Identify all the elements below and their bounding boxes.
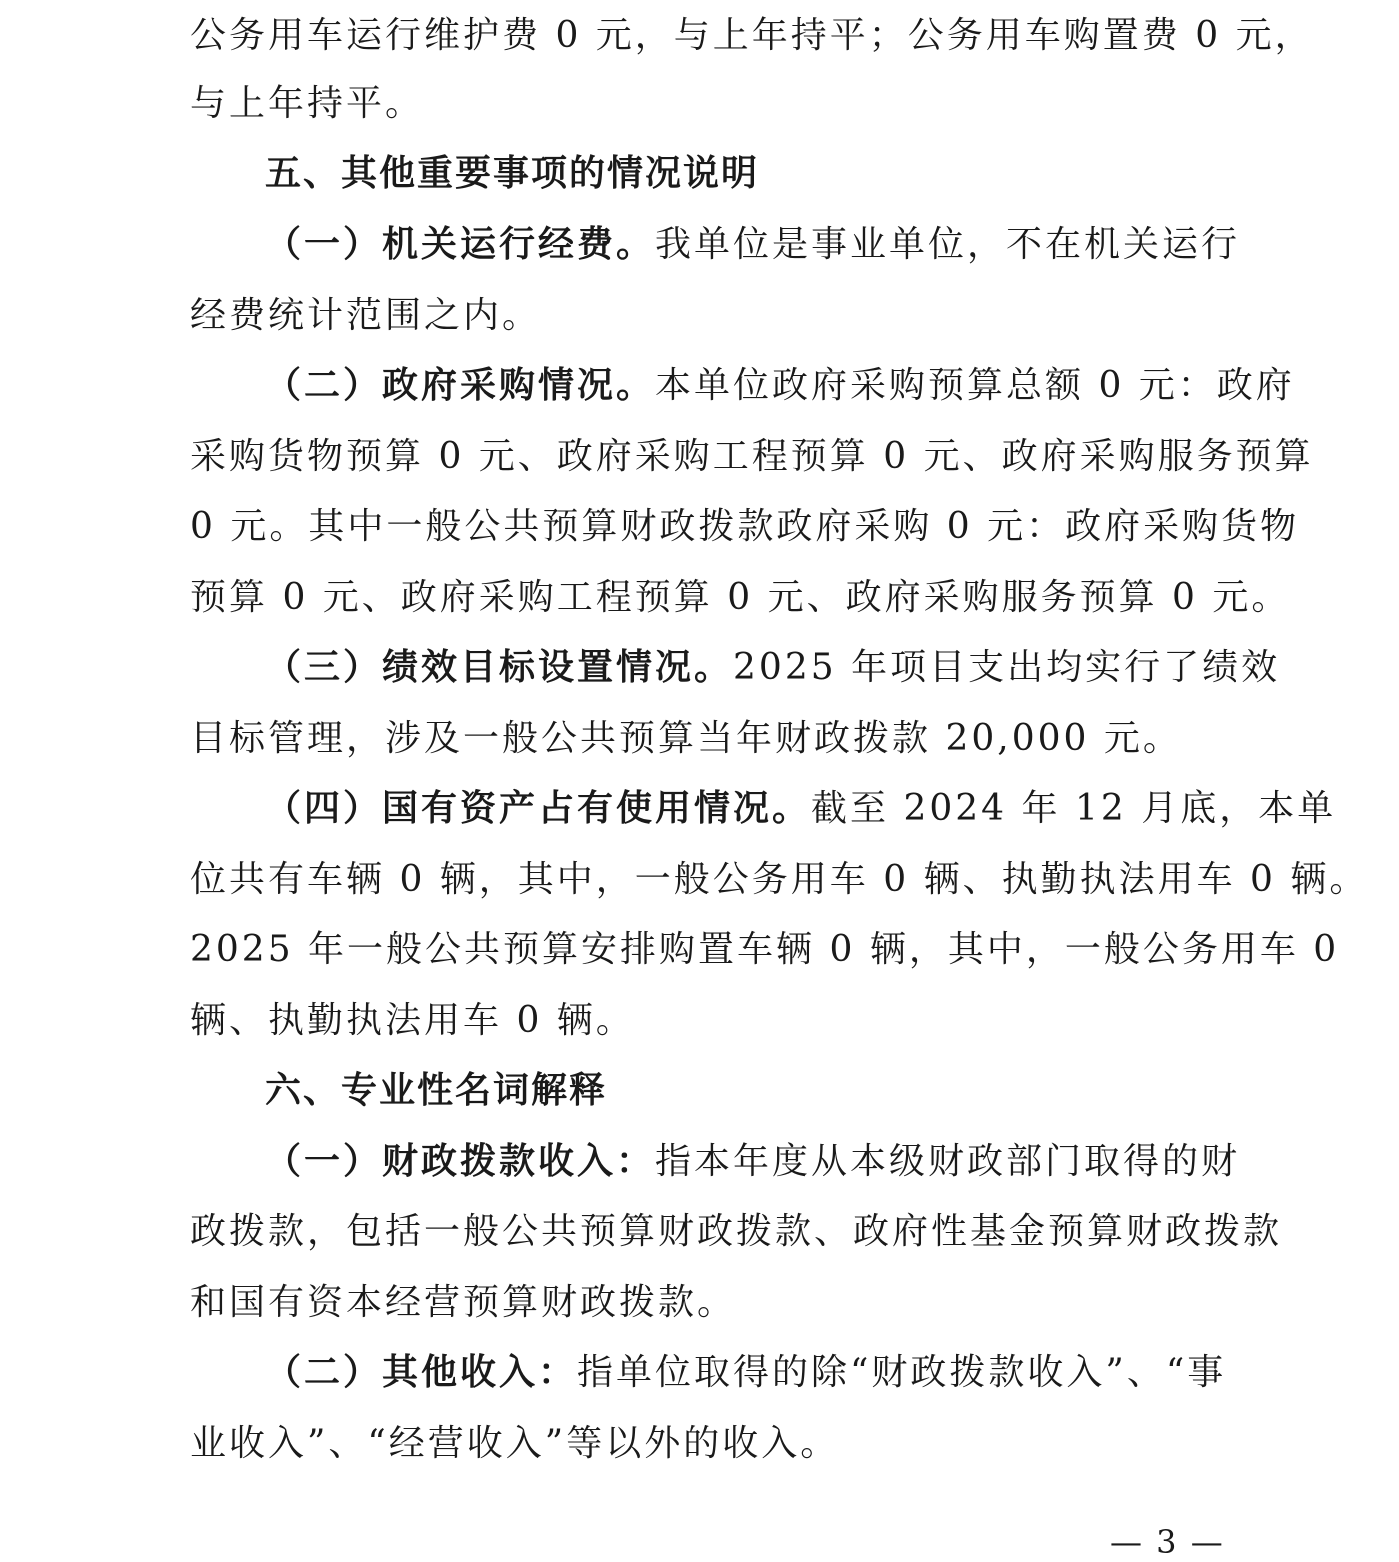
- paragraph-line: 和国有资本经营预算财政拨款。: [190, 1282, 737, 1323]
- item-lead: （四）国有资产占有使用情况。: [265, 788, 812, 829]
- paragraph-line: [265, 1138, 1240, 1186]
- paragraph-line: 采购货物预算 0 元、政府采购工程预算 0 元、政府采购服务预算: [190, 436, 1314, 477]
- item-text: 指本年度从本级财政部门取得的财: [655, 1141, 1241, 1182]
- section-heading: 五、其他重要事项的情况说明: [265, 153, 760, 194]
- item-text: 2025 年项目支出均实行了绩效: [733, 647, 1281, 688]
- paragraph-line: 公务用车运行维护费 0 元，与上年持平；公务用车购置费 0 元，: [190, 15, 1314, 56]
- paragraph-line: [265, 644, 1280, 692]
- paragraph-line: [265, 785, 1336, 833]
- item-lead: （一）财政拨款收入：: [265, 1141, 656, 1182]
- paragraph-line: 辆、执勤执法用车 0 辆。: [190, 1000, 635, 1041]
- item-text: 指单位取得的除“财政拨款收入”、“事: [577, 1352, 1227, 1393]
- paragraph-line: 目标管理，涉及一般公共预算当年财政拨款 20,000 元。: [190, 718, 1182, 759]
- paragraph-line: 2025 年一般公共预算安排购置车辆 0 辆，其中，一般公务用车 0: [190, 929, 1340, 970]
- paragraph-line: [265, 1349, 1226, 1397]
- page-number: — 3 —: [1110, 1523, 1225, 1561]
- item-lead: （二）其他收入：: [265, 1352, 578, 1393]
- item-lead: （一）机关运行经费。: [265, 224, 656, 265]
- paragraph-line: 位共有车辆 0 辆，其中，一般公务用车 0 辆、执勤执法用车 0 辆。: [190, 859, 1369, 900]
- item-lead: （三）绩效目标设置情况。: [265, 647, 734, 688]
- paragraph-line: [265, 221, 1240, 269]
- paragraph-line: 业收入”、“经营收入”等以外的收入。: [190, 1423, 840, 1464]
- paragraph-line: 0 元。其中一般公共预算财政拨款政府采购 0 元：政府采购货物: [190, 506, 1300, 547]
- item-text: 本单位政府采购预算总额 0 元：政府: [655, 365, 1295, 406]
- paragraph-line: 预算 0 元、政府采购工程预算 0 元、政府采购服务预算 0 元。: [190, 577, 1291, 618]
- item-text: 我单位是事业单位，不在机关运行: [655, 224, 1241, 265]
- section-heading: 六、专业性名词解释: [265, 1070, 608, 1111]
- item-lead: （二）政府采购情况。: [265, 365, 656, 406]
- item-text: 截至 2024 年 12 月底，本单: [811, 788, 1337, 829]
- paragraph-line: [265, 362, 1295, 410]
- paragraph-line: 经费统计范围之内。: [190, 295, 542, 336]
- paragraph-line: 与上年持平。: [190, 83, 425, 124]
- paragraph-line: 政拨款，包括一般公共预算财政拨款、政府性基金预算财政拨款: [190, 1211, 1283, 1252]
